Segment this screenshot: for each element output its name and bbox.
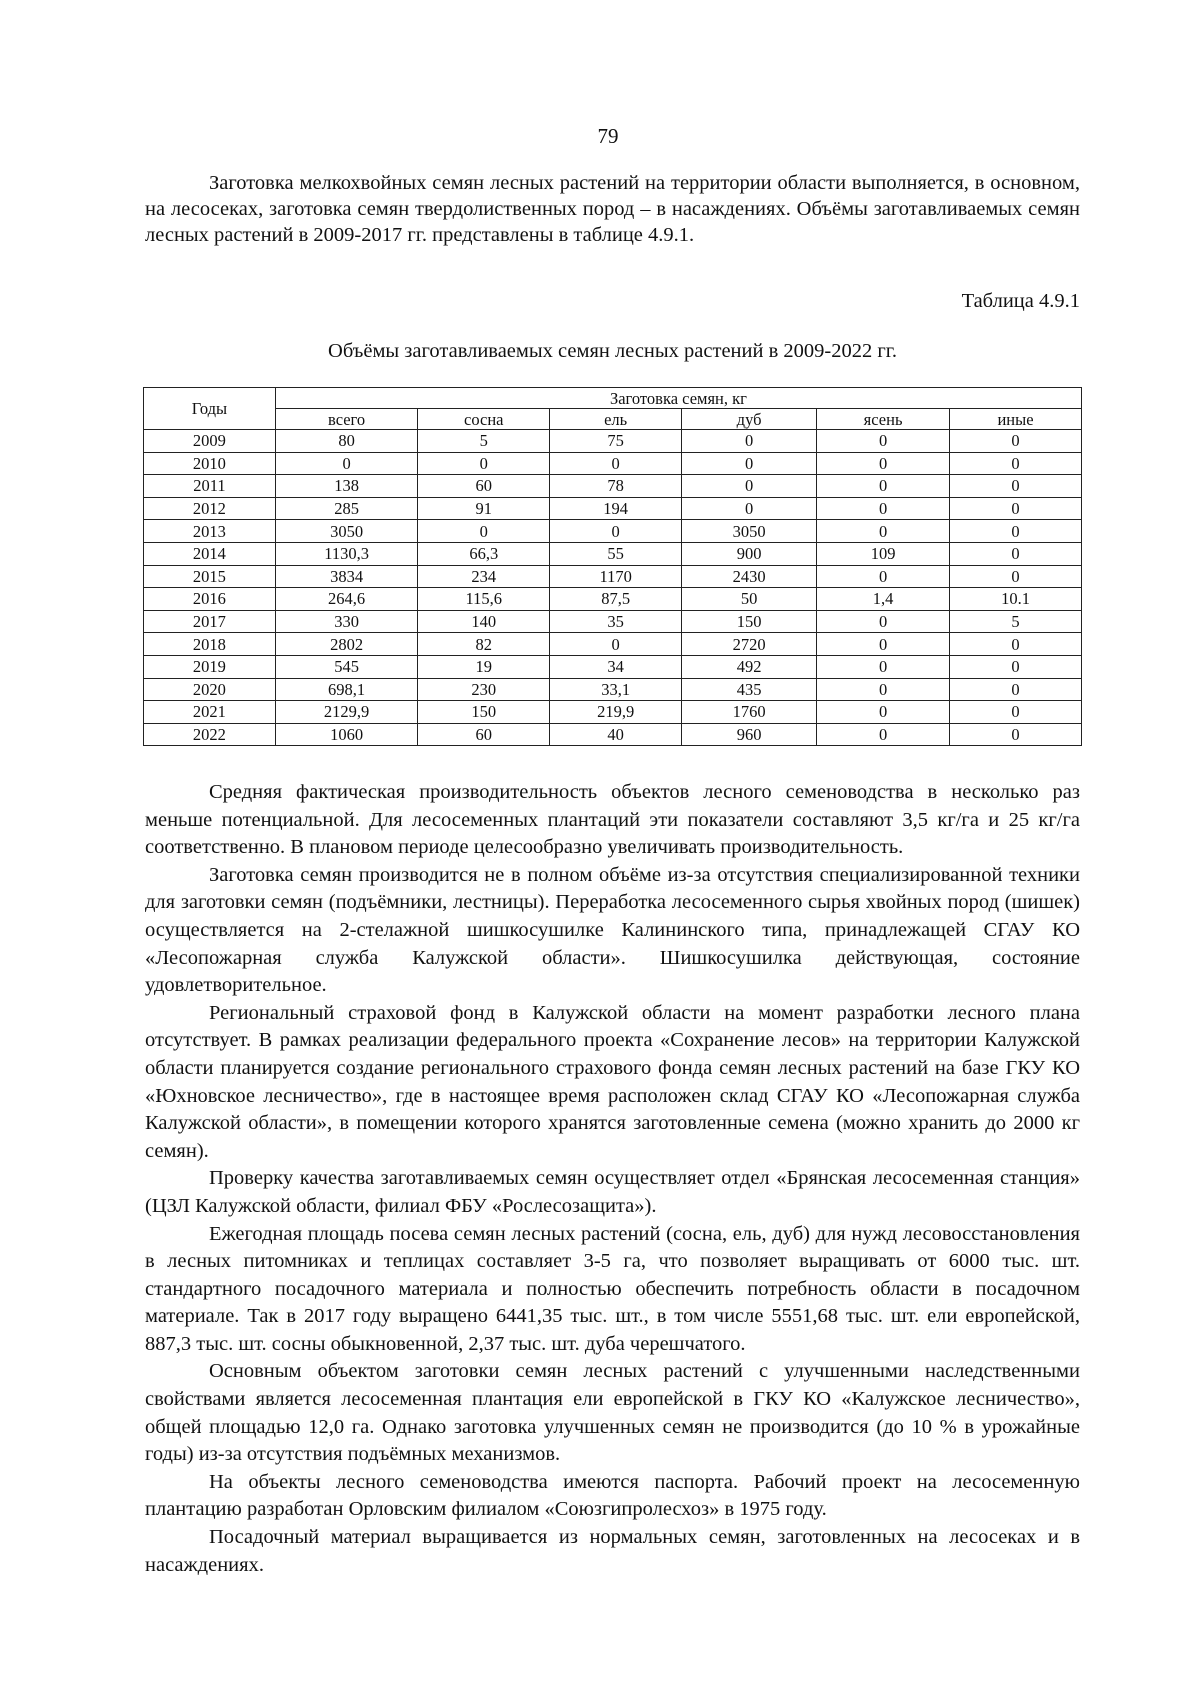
year-cell: 2012 <box>144 497 276 520</box>
table-row <box>144 588 1082 611</box>
year-cell: 2009 <box>144 430 276 453</box>
value-cell: 0 <box>817 497 950 520</box>
value-cell: 75 <box>550 430 682 453</box>
column-header: иные <box>950 409 1082 430</box>
value-cell: 0 <box>950 633 1082 656</box>
value-cell: 0 <box>817 475 950 498</box>
value-cell: 1760 <box>682 701 817 724</box>
value-cell: 3834 <box>275 565 417 588</box>
value-cell: 0 <box>682 452 817 475</box>
body-paragraph: Проверку качества заготавливаемых семян осуществляет отдел «Брянская лесосеменная станция» (ЦЗЛ Калужской области, филиал ФБУ «Рослесозащита»). <box>145 1167 1080 1217</box>
table-subheader-row <box>144 409 1082 430</box>
value-cell: 0 <box>418 452 550 475</box>
value-cell: 60 <box>418 475 550 498</box>
value-cell: 19 <box>418 655 550 678</box>
body-paragraph: На объекты лесного семеноводства имеются паспорта. Рабочий проект на лесосеменную плантацию разработан Орловским филиалом «Союзгипролесхоз» в 1975 году. <box>145 1470 1080 1521</box>
value-cell: 0 <box>550 520 682 543</box>
value-cell: 0 <box>817 678 950 701</box>
value-cell: 0 <box>817 701 950 724</box>
value-cell: 1,4 <box>817 588 950 611</box>
year-column-header: Годы <box>144 388 276 430</box>
value-cell: 435 <box>682 678 817 701</box>
value-cell: 82 <box>418 633 550 656</box>
value-cell: 80 <box>275 430 417 453</box>
column-header: ясень <box>817 409 950 430</box>
value-cell: 264,6 <box>275 588 417 611</box>
table-row <box>144 701 1082 724</box>
body-paragraph: Посадочный материал выращивается из нормальных семян, заготовленных на лесосеках и в насаждениях. <box>145 1526 1080 1576</box>
value-cell: 109 <box>817 542 950 565</box>
value-cell: 0 <box>950 520 1082 543</box>
value-cell: 0 <box>950 678 1082 701</box>
year-cell: 2010 <box>144 452 276 475</box>
value-cell: 0 <box>950 475 1082 498</box>
year-cell: 2014 <box>144 542 276 565</box>
value-cell: 960 <box>682 723 817 746</box>
value-cell: 545 <box>275 655 417 678</box>
value-cell: 698,1 <box>275 678 417 701</box>
group-column-header: Заготовка семян, кг <box>275 388 1081 409</box>
value-cell: 87,5 <box>550 588 682 611</box>
value-cell: 34 <box>550 655 682 678</box>
table-row <box>144 430 1082 453</box>
value-cell: 150 <box>418 701 550 724</box>
table-row <box>144 497 1082 520</box>
intro-paragraph: Заготовка мелкохвойных семян лесных растений на территории области выполняется, в основном, на лесосеках, заготовка семян твердолиственных пород – в насаждениях. Объёмы заготавливаемых семян лесных растений в 2009-2017 гг. представлены в таблице 4.9.1. <box>145 172 1080 246</box>
value-cell: 60 <box>418 723 550 746</box>
value-cell: 1060 <box>275 723 417 746</box>
value-cell: 492 <box>682 655 817 678</box>
value-cell: 0 <box>275 452 417 475</box>
value-cell: 66,3 <box>418 542 550 565</box>
value-cell: 78 <box>550 475 682 498</box>
column-header: дуб <box>682 409 817 430</box>
value-cell: 0 <box>950 565 1082 588</box>
value-cell: 5 <box>418 430 550 453</box>
column-header: сосна <box>418 409 550 430</box>
table-row <box>144 565 1082 588</box>
value-cell: 50 <box>682 588 817 611</box>
table-row <box>144 475 1082 498</box>
value-cell: 40 <box>550 723 682 746</box>
value-cell: 115,6 <box>418 588 550 611</box>
year-cell: 2022 <box>144 723 276 746</box>
value-cell: 0 <box>950 497 1082 520</box>
value-cell: 33,1 <box>550 678 682 701</box>
year-cell: 2018 <box>144 633 276 656</box>
year-cell: 2016 <box>144 588 276 611</box>
value-cell: 0 <box>817 430 950 453</box>
body-paragraph: Ежегодная площадь посева семян лесных растений (сосна, ель, дуб) для нужд лесовосстановления в лесных питомниках и теплицах составляет 3-5 га, что позволяет выращивать от 6000 тыс. шт. стандартного посадочного материала и полностью обеспечить потребность области в посадочном материале. Так в 2017 году выращено 6441,35 тыс. шт., в том числе 5551,68 тыс. шт. ели европейской, 887,3 тыс. шт. сосны обыкновенной, 2,37 тыс. шт. дуба черешчатого. <box>145 1222 1080 1355</box>
table-row <box>144 542 1082 565</box>
year-cell: 2015 <box>144 565 276 588</box>
body-paragraph: Заготовка семян производится не в полном объёме из-за отсутствия специализированной техники для заготовки семян (подъёмники, лестницы). Переработка лесосеменного сырья хвойных пород (шишек) осуществляется на 2-стелажной шишкосушилке Калининского типа, принадлежащей СГАУ КО «Лесопожарная служба Калужской области». Шишкосушилка действующая, состояние удовлетворительное. <box>145 863 1080 997</box>
value-cell: 3050 <box>682 520 817 543</box>
value-cell: 0 <box>950 542 1082 565</box>
value-cell: 0 <box>950 430 1082 453</box>
value-cell: 35 <box>550 610 682 633</box>
seed-harvest-table <box>143 387 1082 746</box>
value-cell: 0 <box>817 723 950 746</box>
column-header: всего <box>275 409 417 430</box>
page-number: 79 <box>597 124 619 148</box>
value-cell: 55 <box>550 542 682 565</box>
value-cell: 0 <box>950 655 1082 678</box>
value-cell: 0 <box>817 452 950 475</box>
year-cell: 2011 <box>144 475 276 498</box>
value-cell: 0 <box>817 610 950 633</box>
value-cell: 3050 <box>275 520 417 543</box>
value-cell: 330 <box>275 610 417 633</box>
value-cell: 900 <box>682 542 817 565</box>
value-cell: 0 <box>682 497 817 520</box>
value-cell: 2430 <box>682 565 817 588</box>
value-cell: 91 <box>418 497 550 520</box>
table-row <box>144 452 1082 475</box>
year-cell: 2013 <box>144 520 276 543</box>
table-row <box>144 723 1082 746</box>
value-cell: 10.1 <box>950 588 1082 611</box>
value-cell: 0 <box>550 452 682 475</box>
value-cell: 0 <box>817 520 950 543</box>
value-cell: 0 <box>550 633 682 656</box>
table-label: Таблица 4.9.1 <box>961 290 1080 312</box>
body-paragraph: Региональный страховой фонд в Калужской области на момент разработки лесного плана отсутствует. В рамках реализации федерального проекта «Сохранение лесов» на территории Калужской области планируется создание регионального страхового фонда семян лесных растений на базе ГКУ КО «Юхновское лесничество», где в настоящее время расположен склад СГАУ КО «Лесопожарная служба Калужской области», в помещении которого хранятся заготовленные семена (можно хранить до 2000 кг семян). <box>145 1001 1080 1162</box>
table-body <box>144 430 1082 746</box>
table-row <box>144 520 1082 543</box>
value-cell: 219,9 <box>550 701 682 724</box>
value-cell: 140 <box>418 610 550 633</box>
body-text <box>145 779 1080 1579</box>
value-cell: 2129,9 <box>275 701 417 724</box>
value-cell: 5 <box>950 610 1082 633</box>
value-cell: 138 <box>275 475 417 498</box>
table-row <box>144 633 1082 656</box>
column-header: ель <box>550 409 682 430</box>
table-title: Объёмы заготавливаемых семян лесных растений в 2009-2022 гг. <box>328 340 897 362</box>
year-cell: 2020 <box>144 678 276 701</box>
table-row <box>144 655 1082 678</box>
year-cell: 2019 <box>144 655 276 678</box>
value-cell: 0 <box>950 452 1082 475</box>
value-cell: 1170 <box>550 565 682 588</box>
value-cell: 0 <box>950 723 1082 746</box>
body-paragraph: Средняя фактическая производительность объектов лесного семеноводства в несколько раз меньше потенциальной. Для лесосеменных плантаций эти показатели составляют 3,5 кг/га и 25 кг/га соответственно. В плановом периоде целесообразно увеличивать производительность. <box>145 781 1080 859</box>
value-cell: 0 <box>817 655 950 678</box>
table-row <box>144 678 1082 701</box>
table-header-row <box>144 388 1082 409</box>
value-cell: 0 <box>682 475 817 498</box>
value-cell: 2802 <box>275 633 417 656</box>
value-cell: 0 <box>817 565 950 588</box>
value-cell: 0 <box>418 520 550 543</box>
value-cell: 230 <box>418 678 550 701</box>
table-row <box>144 610 1082 633</box>
value-cell: 0 <box>950 701 1082 724</box>
value-cell: 0 <box>817 633 950 656</box>
value-cell: 150 <box>682 610 817 633</box>
year-cell: 2017 <box>144 610 276 633</box>
value-cell: 194 <box>550 497 682 520</box>
value-cell: 1130,3 <box>275 542 417 565</box>
value-cell: 2720 <box>682 633 817 656</box>
value-cell: 285 <box>275 497 417 520</box>
value-cell: 234 <box>418 565 550 588</box>
year-cell: 2021 <box>144 701 276 724</box>
value-cell: 0 <box>682 430 817 453</box>
body-paragraph: Основным объектом заготовки семян лесных растений с улучшенными наследственными свойствами является лесосеменная плантация ели европейской в ГКУ КО «Калужское лесничество», общей площадью 12,0 га. Однако заготовка улучшенных семян не производится (до 10 % в урожайные годы) из-за отсутствия подъёмных механизмов. <box>145 1360 1080 1466</box>
